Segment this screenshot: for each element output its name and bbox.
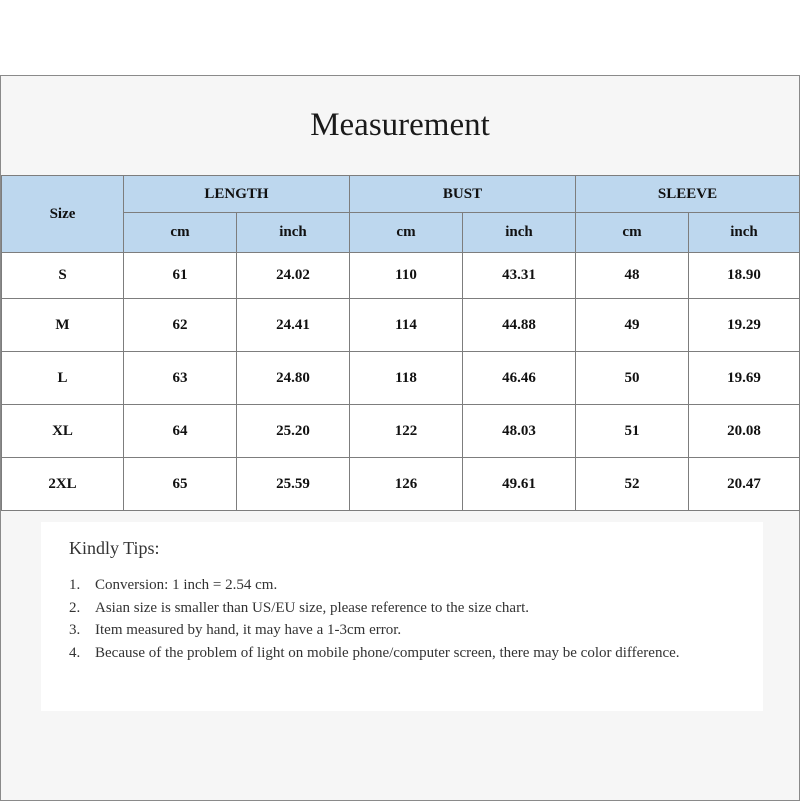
measurement-cell: 25.59 xyxy=(237,458,350,511)
measurement-cell: 24.02 xyxy=(237,253,350,299)
table-row xyxy=(2,405,800,458)
tip-item xyxy=(69,597,689,620)
unit-header: inch xyxy=(237,213,350,253)
tips-heading: Kindly Tips: xyxy=(69,538,160,558)
unit-header: inch xyxy=(463,213,576,253)
table-header-row xyxy=(2,176,800,213)
measurement-cell: 65 xyxy=(124,458,237,511)
measurement-cell: 52 xyxy=(576,458,689,511)
measurement-cell: 61 xyxy=(124,253,237,299)
measurement-cell: 18.90 xyxy=(689,253,800,299)
measurement-cell: 50 xyxy=(576,352,689,405)
measurement-cell: 46.46 xyxy=(463,352,576,405)
size-column-header: Size xyxy=(2,176,124,253)
measurement-cell: 51 xyxy=(576,405,689,458)
size-label-cell: S xyxy=(2,253,124,299)
unit-header: inch xyxy=(689,213,800,253)
table-row xyxy=(2,299,800,352)
measurement-cell: 19.69 xyxy=(689,352,800,405)
tip-text: Because of the problem of light on mobile phone/computer screen, there may be color difference. xyxy=(95,644,680,661)
tip-number: 2. xyxy=(69,599,81,616)
tip-text: Asian size is smaller than US/EU size, please reference to the size chart. xyxy=(95,599,529,616)
measurement-cell: 19.29 xyxy=(689,299,800,352)
measurement-cell: 49 xyxy=(576,299,689,352)
measurement-cell: 118 xyxy=(350,352,463,405)
tip-number: 4. xyxy=(69,644,81,661)
measurement-cell: 122 xyxy=(350,405,463,458)
measurement-cell: 20.08 xyxy=(689,405,800,458)
measurement-cell: 44.88 xyxy=(463,299,576,352)
size-label-cell: L xyxy=(2,352,124,405)
measurement-cell: 110 xyxy=(350,253,463,299)
measurement-cell: 20.47 xyxy=(689,458,800,511)
tip-item xyxy=(69,619,689,642)
measurement-cell: 114 xyxy=(350,299,463,352)
tips-list xyxy=(69,574,689,664)
tip-item xyxy=(69,574,689,597)
chart-title: Measurement xyxy=(310,107,490,143)
tip-text: Conversion: 1 inch = 2.54 cm. xyxy=(95,577,278,593)
sleeve-group-header: SLEEVE xyxy=(576,176,800,213)
tip-text: Item measured by hand, it may have a 1-3cm error. xyxy=(95,622,402,638)
table-row xyxy=(2,352,800,405)
size-label-cell: XL xyxy=(2,405,124,458)
measurement-cell: 63 xyxy=(124,352,237,405)
tip-number: 1. xyxy=(69,577,81,593)
measurement-cell: 64 xyxy=(124,405,237,458)
size-label-cell: M xyxy=(2,299,124,352)
table-row xyxy=(2,458,800,511)
measurement-cell: 43.31 xyxy=(463,253,576,299)
size-chart-card xyxy=(0,75,800,801)
tips-panel xyxy=(41,522,763,711)
measurement-cell: 49.61 xyxy=(463,458,576,511)
size-label-cell: 2XL xyxy=(2,458,124,511)
table-row xyxy=(2,253,800,299)
measurement-cell: 25.20 xyxy=(237,405,350,458)
tip-item xyxy=(69,642,689,665)
measurement-cell: 126 xyxy=(350,458,463,511)
unit-header: cm xyxy=(124,213,237,253)
unit-header: cm xyxy=(350,213,463,253)
size-table xyxy=(1,175,800,511)
length-group-header: LENGTH xyxy=(124,176,350,213)
bust-group-header: BUST xyxy=(350,176,576,213)
tip-number: 3. xyxy=(69,622,81,638)
measurement-cell: 48 xyxy=(576,253,689,299)
measurement-cell: 24.80 xyxy=(237,352,350,405)
measurement-cell: 48.03 xyxy=(463,405,576,458)
unit-header: cm xyxy=(576,213,689,253)
measurement-cell: 24.41 xyxy=(237,299,350,352)
measurement-cell: 62 xyxy=(124,299,237,352)
